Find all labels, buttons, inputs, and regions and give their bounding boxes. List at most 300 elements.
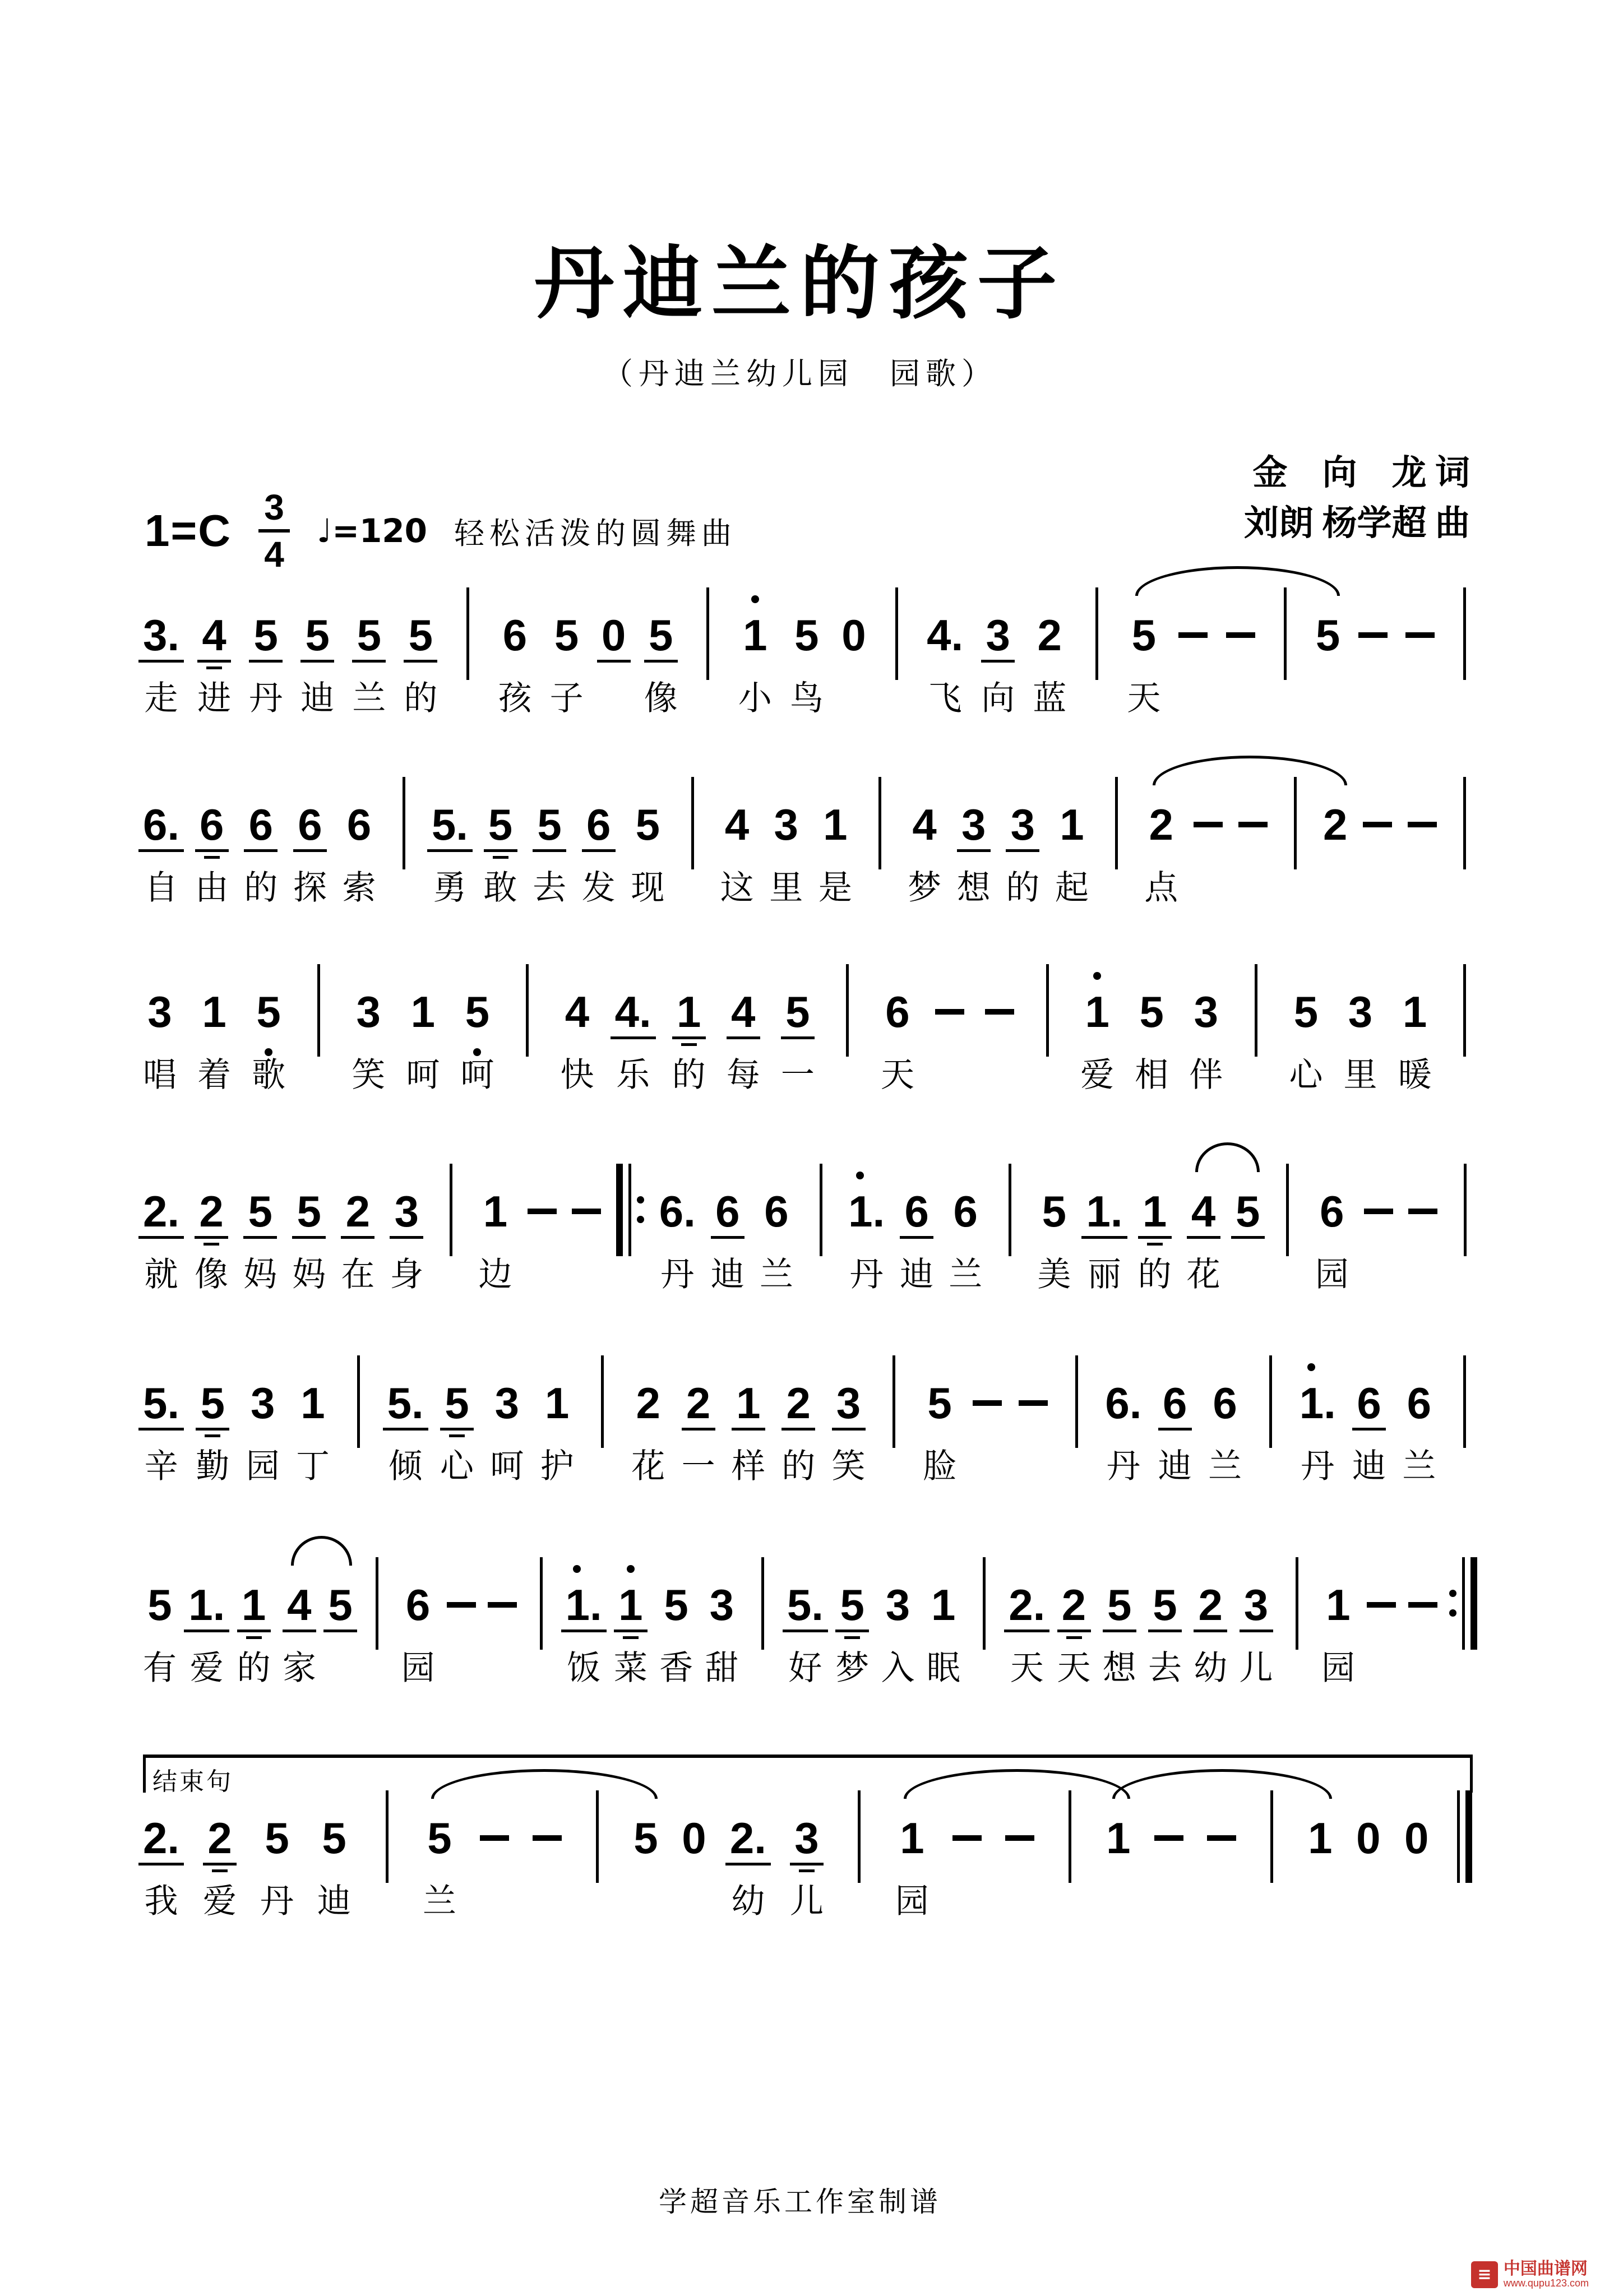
lyric-syllable: 像 xyxy=(644,680,678,717)
barline xyxy=(808,1165,833,1290)
note: 0 xyxy=(682,1813,706,1863)
note: 4 家 xyxy=(283,1558,316,1689)
barline xyxy=(997,1165,1022,1290)
dash xyxy=(1238,778,1268,904)
note: 2. 就 xyxy=(143,1165,179,1296)
barline xyxy=(455,589,480,714)
note: 1 园 xyxy=(895,1792,929,1923)
note: 6 兰 xyxy=(1208,1357,1242,1488)
dash xyxy=(1405,589,1435,714)
note: 4. 飞 xyxy=(927,589,963,720)
dash xyxy=(1154,1792,1183,1917)
octave-dot-above xyxy=(856,1172,864,1179)
note: 1. 丽 xyxy=(1086,1165,1122,1296)
lyric-syllable: 幼 xyxy=(731,1883,765,1920)
song-title: 丹迪兰的孩子 xyxy=(534,239,1066,328)
note: 2 天 xyxy=(1057,1558,1091,1689)
note: 1 起 xyxy=(1055,778,1089,909)
octave-dot-above xyxy=(573,1565,581,1573)
note: 4 这 xyxy=(720,778,754,909)
barline xyxy=(1453,1165,1477,1290)
style-marking: 轻松活泼的圆舞曲 xyxy=(454,516,737,550)
lyric-syllable: 园 xyxy=(246,1448,280,1485)
footer-credit: 学超音乐工作室制谱 xyxy=(659,2186,941,2218)
note: 6 迪 xyxy=(711,1165,744,1296)
lyric-syllable: 迪 xyxy=(710,1256,744,1293)
lyric-syllable: 的 xyxy=(237,1650,271,1687)
lyric-syllable: 点 xyxy=(1144,869,1178,906)
barline xyxy=(1453,778,1477,904)
lyric-syllable: 爱 xyxy=(1080,1057,1115,1094)
barline xyxy=(884,589,909,714)
lyric-syllable: 探 xyxy=(293,869,327,906)
dash xyxy=(1367,1558,1396,1684)
lyric-syllable: 迪 xyxy=(1158,1448,1192,1485)
dash xyxy=(1005,1792,1034,1917)
note: 1 眠 xyxy=(927,1558,960,1689)
lyric-syllable: 园 xyxy=(895,1883,929,1920)
note: 4 花 xyxy=(1187,1165,1220,1296)
note: 5 相 xyxy=(1135,965,1168,1096)
lyric-syllable: 兰 xyxy=(949,1256,983,1293)
lyric-syllable: 饭 xyxy=(567,1650,601,1687)
note: 6 迪 xyxy=(1158,1357,1192,1488)
lyric-syllable: 花 xyxy=(631,1448,665,1485)
music-line-1 xyxy=(143,589,1477,720)
note: 6 孩 xyxy=(498,589,532,720)
lyric-syllable: 美 xyxy=(1037,1256,1071,1293)
dash xyxy=(935,965,964,1091)
note: 1. 丹 xyxy=(848,1165,885,1296)
note: 3 向 xyxy=(981,589,1015,720)
lyric-syllable: 天 xyxy=(1127,680,1161,717)
note: 5 xyxy=(1315,610,1340,660)
lyric-syllable: 向 xyxy=(981,680,1015,717)
lyric-syllable: 妈 xyxy=(292,1256,326,1293)
note: 5 兰 xyxy=(423,1792,456,1923)
barline xyxy=(868,778,893,904)
dash xyxy=(985,965,1014,1091)
lyric-syllable: 辛 xyxy=(144,1448,178,1485)
barline xyxy=(1453,589,1477,714)
note: 6 兰 xyxy=(760,1165,793,1296)
barline xyxy=(751,1558,775,1684)
note: 6 探 xyxy=(293,778,327,909)
octave-dot-above xyxy=(1307,1363,1315,1371)
note: 3. 走 xyxy=(143,589,179,720)
lyric-syllable: 自 xyxy=(144,869,178,906)
note: 6 兰 xyxy=(1402,1357,1436,1488)
lyric-syllable: 歌 xyxy=(252,1057,286,1094)
lyric-syllable: 呵 xyxy=(460,1057,494,1094)
dash xyxy=(1207,1792,1236,1917)
note: 5 子 xyxy=(550,589,584,720)
lyric-syllable: 好 xyxy=(788,1650,822,1687)
lyric-syllable: 迪 xyxy=(1352,1448,1386,1485)
note: 3 呵 xyxy=(490,1357,524,1488)
dash xyxy=(528,1165,557,1290)
lyric-syllable: 笑 xyxy=(831,1448,866,1485)
note: 2 xyxy=(1323,800,1348,850)
song-subtitle: （丹迪兰幼儿园 园歌） xyxy=(603,357,997,391)
barline xyxy=(1285,1558,1310,1684)
note: 5 去 xyxy=(533,778,566,909)
dash xyxy=(480,1792,509,1917)
lyric-syllable: 入 xyxy=(881,1650,915,1687)
lyric-syllable: 的 xyxy=(404,680,438,717)
note: 1 xyxy=(1308,1813,1333,1863)
lyric-syllable: 天 xyxy=(880,1057,914,1094)
note: 2 点 xyxy=(1144,778,1178,909)
note: 5 妈 xyxy=(292,1165,326,1296)
barline xyxy=(972,1558,997,1684)
time-signature-denominator: 4 xyxy=(264,534,284,575)
lyric-syllable: 丽 xyxy=(1087,1256,1121,1293)
note: 1 丁 xyxy=(296,1357,330,1488)
note: 5 心 xyxy=(440,1357,474,1488)
dash xyxy=(1364,1165,1393,1290)
lyric-syllable: 幼 xyxy=(1194,1650,1228,1687)
note: 5. 辛 xyxy=(143,1357,179,1488)
lyric-syllable: 进 xyxy=(197,680,232,717)
dash xyxy=(973,1357,1002,1482)
note: 5 xyxy=(328,1558,353,1684)
note: 4 进 xyxy=(197,589,231,720)
lyric-syllable: 身 xyxy=(390,1256,424,1293)
lyric-syllable: 眠 xyxy=(926,1650,960,1687)
note: 5 有 xyxy=(143,1558,177,1689)
note: 6 兰 xyxy=(949,1165,982,1296)
dash xyxy=(1226,589,1255,714)
barline xyxy=(882,1357,907,1482)
note: 5. 倾 xyxy=(387,1357,424,1488)
watermark-site: 中国曲谱网 xyxy=(1503,2260,1588,2279)
note: 1 的 xyxy=(672,965,706,1096)
lyric-syllable: 丹 xyxy=(1106,1448,1140,1485)
lyric-syllable: 在 xyxy=(341,1256,375,1293)
lyric-syllable: 一 xyxy=(681,1448,715,1485)
note: 1 样 xyxy=(732,1357,765,1488)
barline xyxy=(515,965,539,1091)
barline xyxy=(590,1357,615,1482)
note: 6 的 xyxy=(244,778,278,909)
note: 6 由 xyxy=(195,778,229,909)
lyric-syllable: 的 xyxy=(1137,1256,1172,1293)
barline xyxy=(585,1792,610,1917)
note: 6. 丹 xyxy=(1105,1357,1141,1488)
lyric-syllable: 快 xyxy=(560,1057,594,1094)
lyric-syllable: 蓝 xyxy=(1033,680,1067,717)
dash xyxy=(952,1792,982,1917)
barline xyxy=(847,1792,872,1917)
lyric-syllable: 丹 xyxy=(660,1256,695,1293)
note: 1. 爱 xyxy=(188,1558,225,1689)
lyric-syllable: 笑 xyxy=(352,1057,386,1094)
note: 5 天 xyxy=(1127,589,1160,720)
note: 5 勤 xyxy=(196,1357,229,1488)
note: 0 xyxy=(1356,1813,1381,1863)
dash xyxy=(488,1558,517,1684)
lyric-syllable: 梦 xyxy=(908,869,942,906)
quarter-note-icon: ♩ xyxy=(316,512,332,550)
octave-dot-above xyxy=(627,1565,635,1573)
tempo-key-line xyxy=(145,489,737,573)
note: 6 天 xyxy=(881,965,914,1096)
note: 1 是 xyxy=(819,778,852,909)
lyric-syllable: 里 xyxy=(769,869,803,906)
lyric-syllable: 里 xyxy=(1343,1057,1377,1094)
barline xyxy=(696,589,720,714)
lyric-syllable: 的 xyxy=(781,1448,816,1485)
tie-arc xyxy=(1135,566,1340,596)
tie-arc xyxy=(1153,756,1347,785)
note: 3 的 xyxy=(1006,778,1039,909)
barline xyxy=(1035,965,1060,1091)
lyric-syllable: 爱 xyxy=(189,1650,224,1687)
note: 6 迪 xyxy=(1352,1357,1386,1488)
note: 3 儿 xyxy=(1240,1558,1273,1689)
lyric-syllable: 敢 xyxy=(483,869,517,906)
dash xyxy=(1019,1357,1048,1482)
lyric-syllable: 是 xyxy=(818,869,852,906)
dash xyxy=(1358,589,1388,714)
lyric-syllable: 想 xyxy=(956,869,991,906)
lyric-syllable: 每 xyxy=(726,1057,760,1094)
barline xyxy=(306,965,331,1091)
lyric-syllable: 飞 xyxy=(928,680,962,717)
octave-dot-below xyxy=(265,1048,272,1056)
note: 1 着 xyxy=(197,965,231,1096)
note: 3 笑 xyxy=(352,965,385,1096)
lyric-syllable: 样 xyxy=(731,1448,765,1485)
barline xyxy=(346,1357,371,1482)
qupu-logo-icon: ≡ xyxy=(1471,2261,1498,2288)
lyric-syllable: 想 xyxy=(1102,1650,1136,1687)
barline xyxy=(391,778,416,904)
lyric-syllable: 的 xyxy=(672,1057,706,1094)
lyric-syllable: 迪 xyxy=(300,680,335,717)
lyric-syllable: 心 xyxy=(440,1448,474,1485)
lyric-syllable: 心 xyxy=(1289,1057,1323,1094)
watermark-url: www.qupu123.com xyxy=(1503,2278,1589,2289)
note: 1 的 xyxy=(237,1558,271,1689)
note: 5. 好 xyxy=(787,1558,824,1689)
lyric-syllable: 家 xyxy=(282,1650,316,1687)
lyric-syllable: 起 xyxy=(1055,869,1089,906)
barline xyxy=(1243,965,1268,1091)
lyric-syllable: 乐 xyxy=(616,1057,650,1094)
time-signature-numerator: 3 xyxy=(264,487,284,527)
note: 3 儿 xyxy=(790,1792,824,1923)
dash xyxy=(1178,589,1208,714)
barline xyxy=(1449,1558,1477,1684)
lyric-syllable: 兰 xyxy=(759,1256,793,1293)
note: 5 去 xyxy=(1148,1558,1182,1689)
note: 6 园 xyxy=(1315,1165,1349,1296)
note: 3 入 xyxy=(881,1558,914,1689)
note: 1. 饭 xyxy=(566,1558,602,1689)
note: 5 兰 xyxy=(352,589,386,720)
lyric-syllable: 呵 xyxy=(406,1057,440,1094)
note: 5 脸 xyxy=(923,1357,956,1488)
music-line-3 xyxy=(143,965,1477,1096)
lyric-syllable: 园 xyxy=(1315,1256,1349,1293)
note: 2 像 xyxy=(195,1165,228,1296)
dash xyxy=(533,1792,562,1917)
note: 2 一 xyxy=(682,1357,715,1488)
note: 0 xyxy=(1404,1813,1429,1863)
lyric-syllable: 脸 xyxy=(923,1448,957,1485)
note: 2 的 xyxy=(781,1357,815,1488)
lyric-syllable: 就 xyxy=(144,1256,178,1293)
watermark xyxy=(1471,2260,1589,2289)
lyric-syllable: 兰 xyxy=(352,680,386,717)
note: 5 像 xyxy=(644,589,678,720)
barline xyxy=(1275,1165,1300,1290)
barline xyxy=(1453,1357,1477,1482)
octave-dot-above xyxy=(751,595,759,603)
note: 5 敢 xyxy=(484,778,517,909)
tempo-value: =120 xyxy=(332,512,428,550)
note: 2 幼 xyxy=(1194,1558,1227,1689)
lyric-syllable: 妈 xyxy=(243,1256,278,1293)
lyric-syllable: 花 xyxy=(1186,1256,1220,1293)
barline xyxy=(1258,1357,1283,1482)
lyric-syllable: 孩 xyxy=(498,680,532,717)
barline xyxy=(1453,1792,1477,1917)
note: 6 迪 xyxy=(900,1165,933,1296)
barline xyxy=(616,1165,644,1290)
music-line-7 xyxy=(143,1792,1477,1923)
barline xyxy=(364,1558,389,1684)
lyric-syllable: 勤 xyxy=(196,1448,230,1485)
note: 4 每 xyxy=(727,965,760,1096)
note: 1 菜 xyxy=(614,1558,648,1689)
lyric-syllable: 边 xyxy=(478,1256,512,1293)
note: 3 想 xyxy=(957,778,991,909)
dash xyxy=(572,1165,601,1290)
note: 3 笑 xyxy=(832,1357,866,1488)
barline xyxy=(1283,778,1307,904)
lyric-syllable: 唱 xyxy=(143,1057,177,1094)
lyric-syllable: 倾 xyxy=(389,1448,423,1485)
dash xyxy=(1408,778,1437,904)
note: 5 香 xyxy=(659,1558,693,1689)
tempo-marking xyxy=(317,512,427,550)
lyric-syllable: 兰 xyxy=(1402,1448,1436,1485)
lyric-syllable: 兰 xyxy=(1208,1448,1242,1485)
lyric-syllable: 索 xyxy=(342,869,376,906)
lyric-syllable: 由 xyxy=(195,869,229,906)
lyric-syllable: 迪 xyxy=(900,1256,934,1293)
dash xyxy=(1408,1165,1437,1290)
note: 6. 丹 xyxy=(659,1165,696,1296)
lyric-syllable: 甜 xyxy=(705,1650,739,1687)
lyric-syllable: 的 xyxy=(244,869,278,906)
dash xyxy=(1408,1558,1437,1684)
credits xyxy=(1244,448,1470,549)
note: 5 迪 xyxy=(317,1792,351,1923)
note: 1. 丹 xyxy=(1300,1357,1336,1488)
barline xyxy=(1064,1357,1089,1482)
dash xyxy=(1194,778,1223,904)
lyric-syllable: 迪 xyxy=(317,1883,352,1920)
note: 3 里 xyxy=(1344,965,1377,1096)
note: 5 现 xyxy=(631,778,664,909)
lyric-syllable: 护 xyxy=(540,1448,574,1485)
composer-credit: 刘朗 杨学超 曲 xyxy=(1243,504,1470,543)
lyric-syllable: 子 xyxy=(549,680,584,717)
lyricist-credit: 金 向 龙 词 xyxy=(1252,454,1470,492)
barline xyxy=(1273,589,1298,714)
barline xyxy=(1260,1792,1284,1917)
lyric-syllable: 走 xyxy=(144,680,178,717)
note: 6 发 xyxy=(582,778,616,909)
note: 1 护 xyxy=(540,1357,574,1488)
tie-arc xyxy=(291,1536,352,1566)
lyric-syllable: 园 xyxy=(401,1650,435,1687)
lyric-syllable: 小 xyxy=(738,680,772,717)
note: 5 迪 xyxy=(300,589,334,720)
note: 2. 我 xyxy=(143,1792,179,1923)
barline xyxy=(1084,589,1109,714)
dash xyxy=(1363,778,1392,904)
note: 2. 天 xyxy=(1009,1558,1045,1689)
lyric-syllable: 暖 xyxy=(1398,1057,1432,1094)
note: 2 爱 xyxy=(203,1792,237,1923)
lyric-syllable: 着 xyxy=(197,1057,232,1094)
note: 5 一 xyxy=(781,965,815,1096)
note: 5 想 xyxy=(1103,1558,1136,1689)
lyric-syllable: 丹 xyxy=(1301,1448,1335,1485)
note: 5 美 xyxy=(1037,1165,1071,1296)
lyric-syllable: 去 xyxy=(533,869,567,906)
note: 1 边 xyxy=(479,1165,512,1296)
note: 5 梦 xyxy=(835,1558,869,1689)
note: 2. 幼 xyxy=(730,1792,766,1923)
note: 5 呵 xyxy=(460,965,494,1096)
note: 5 心 xyxy=(1289,965,1322,1096)
time-signature-bar xyxy=(258,529,290,533)
lyric-syllable: 去 xyxy=(1148,1650,1182,1687)
lyric-syllable: 像 xyxy=(195,1256,229,1293)
note: 6. 自 xyxy=(143,778,179,909)
lyric-syllable: 梦 xyxy=(835,1650,870,1687)
lyric-syllable: 儿 xyxy=(789,1883,824,1920)
note: 5 丹 xyxy=(249,589,283,720)
note: 1 的 xyxy=(1138,1165,1172,1296)
note: 5 xyxy=(633,1813,658,1863)
barline xyxy=(1104,778,1129,904)
barline xyxy=(1058,1792,1083,1917)
lyric-syllable: 园 xyxy=(1321,1650,1355,1687)
music-line-5 xyxy=(143,1357,1477,1488)
tie-arc xyxy=(1195,1142,1260,1172)
note: 2 蓝 xyxy=(1033,589,1066,720)
lyric-syllable: 爱 xyxy=(203,1883,237,1920)
note: 0 xyxy=(841,610,866,660)
lyric-syllable: 呵 xyxy=(490,1448,524,1485)
music-line-2 xyxy=(143,778,1477,909)
note: 1 xyxy=(1106,1813,1131,1863)
lyric-syllable: 儿 xyxy=(1239,1650,1273,1687)
barline xyxy=(680,778,705,904)
note: 3 甜 xyxy=(705,1558,738,1689)
lyric-syllable: 有 xyxy=(143,1650,177,1687)
note: 5 丹 xyxy=(260,1792,294,1923)
music-line-6 xyxy=(143,1558,1477,1689)
lyric-syllable: 勇 xyxy=(433,869,467,906)
